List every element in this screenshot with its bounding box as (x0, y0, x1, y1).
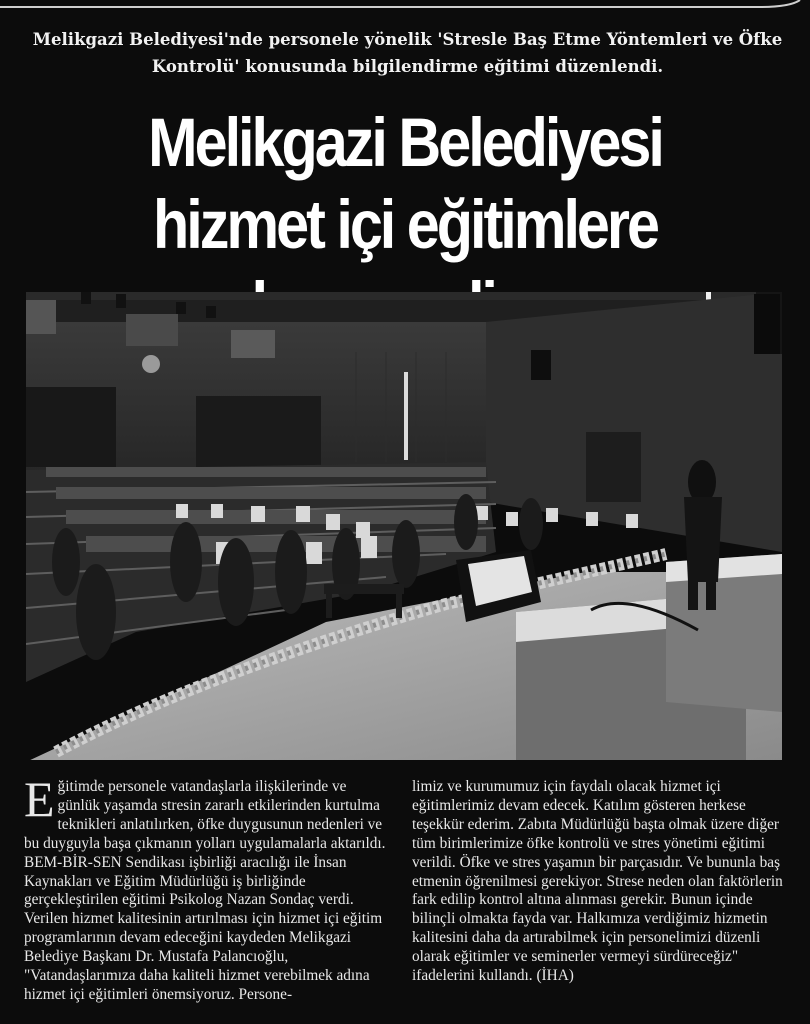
article-col1-text: ğitimde personele vatandaşlarla ilişkilerinde ve günlük yaşamda stresin zararlı etkilerinden kurtulma teknikleri anlatılırken, öfke duygusunun nedenleri ve bu duyguyla başa çıkmanın yolları uygulamalarla aktarıldı. BEM-BİR-SEN Sendikası işbirliği aracılığı ile İnsan Kaynakları ve Eğitim Müdürlüğü iş birliğinde gerçekleştirilen eğitimi Psikolog Nazan Sondaç verdi. Verilen hizmet kalitesinin artırılması için hizmet içi eğitim programlarının devam edeceğini kaydeden Melikgazi Belediye Başkanı Dr. Mustafa Palancıoğlu, "Vatandaşlarımıza daha kaliteli hizmet verebilmek adına hizmet içi eğitimleri önemsiyoruz. Persone- (24, 778, 386, 1003)
article-headline: Melikgazi Belediyesi hizmet içi eğitimlere (148, 104, 662, 263)
conference-hall-illustration (26, 292, 782, 760)
article-subtitle: Melikgazi Belediyesi'nde personele yönelik 'Stresle Baş Etme Yöntemleri ve Öfke Kontrolü' konusunda bilgilendirme eğitimi düzenlendi. (32, 30, 783, 76)
article-body-column-2: limiz ve kurumumuz için faydalı olacak hizmet içi eğitimlerimiz devam edecek. Katılım gösteren herkese teşekkür ederim. Zabıta Müdürlüğü başta olmak üzere diğer tüm birimlerimize öfke kontrolü ve stres yönetimi eğitimi verildi. Öfke ve stres yaşamın bir parçasıdır. Ve bununla baş etmenin öğrenilmesi gerekiyor. Strese neden olan faktörlerin fark edilip kontrol altına alınması gerekir. Bunun içinde bilinçli olmakta fayda var. Halkımıza verdiğimiz hizmetin kalitesini daha da artırabilmek için personelimizi düzenli olarak eğitimler ve seminerler vermeyi sürdüreceğiz" ifadelerini kullandı. (İHA) (412, 778, 783, 985)
drop-cap: E (24, 771, 55, 827)
article-body-column-1 (24, 771, 388, 1005)
page-top-edge (0, 0, 810, 14)
article-photo (26, 292, 782, 760)
